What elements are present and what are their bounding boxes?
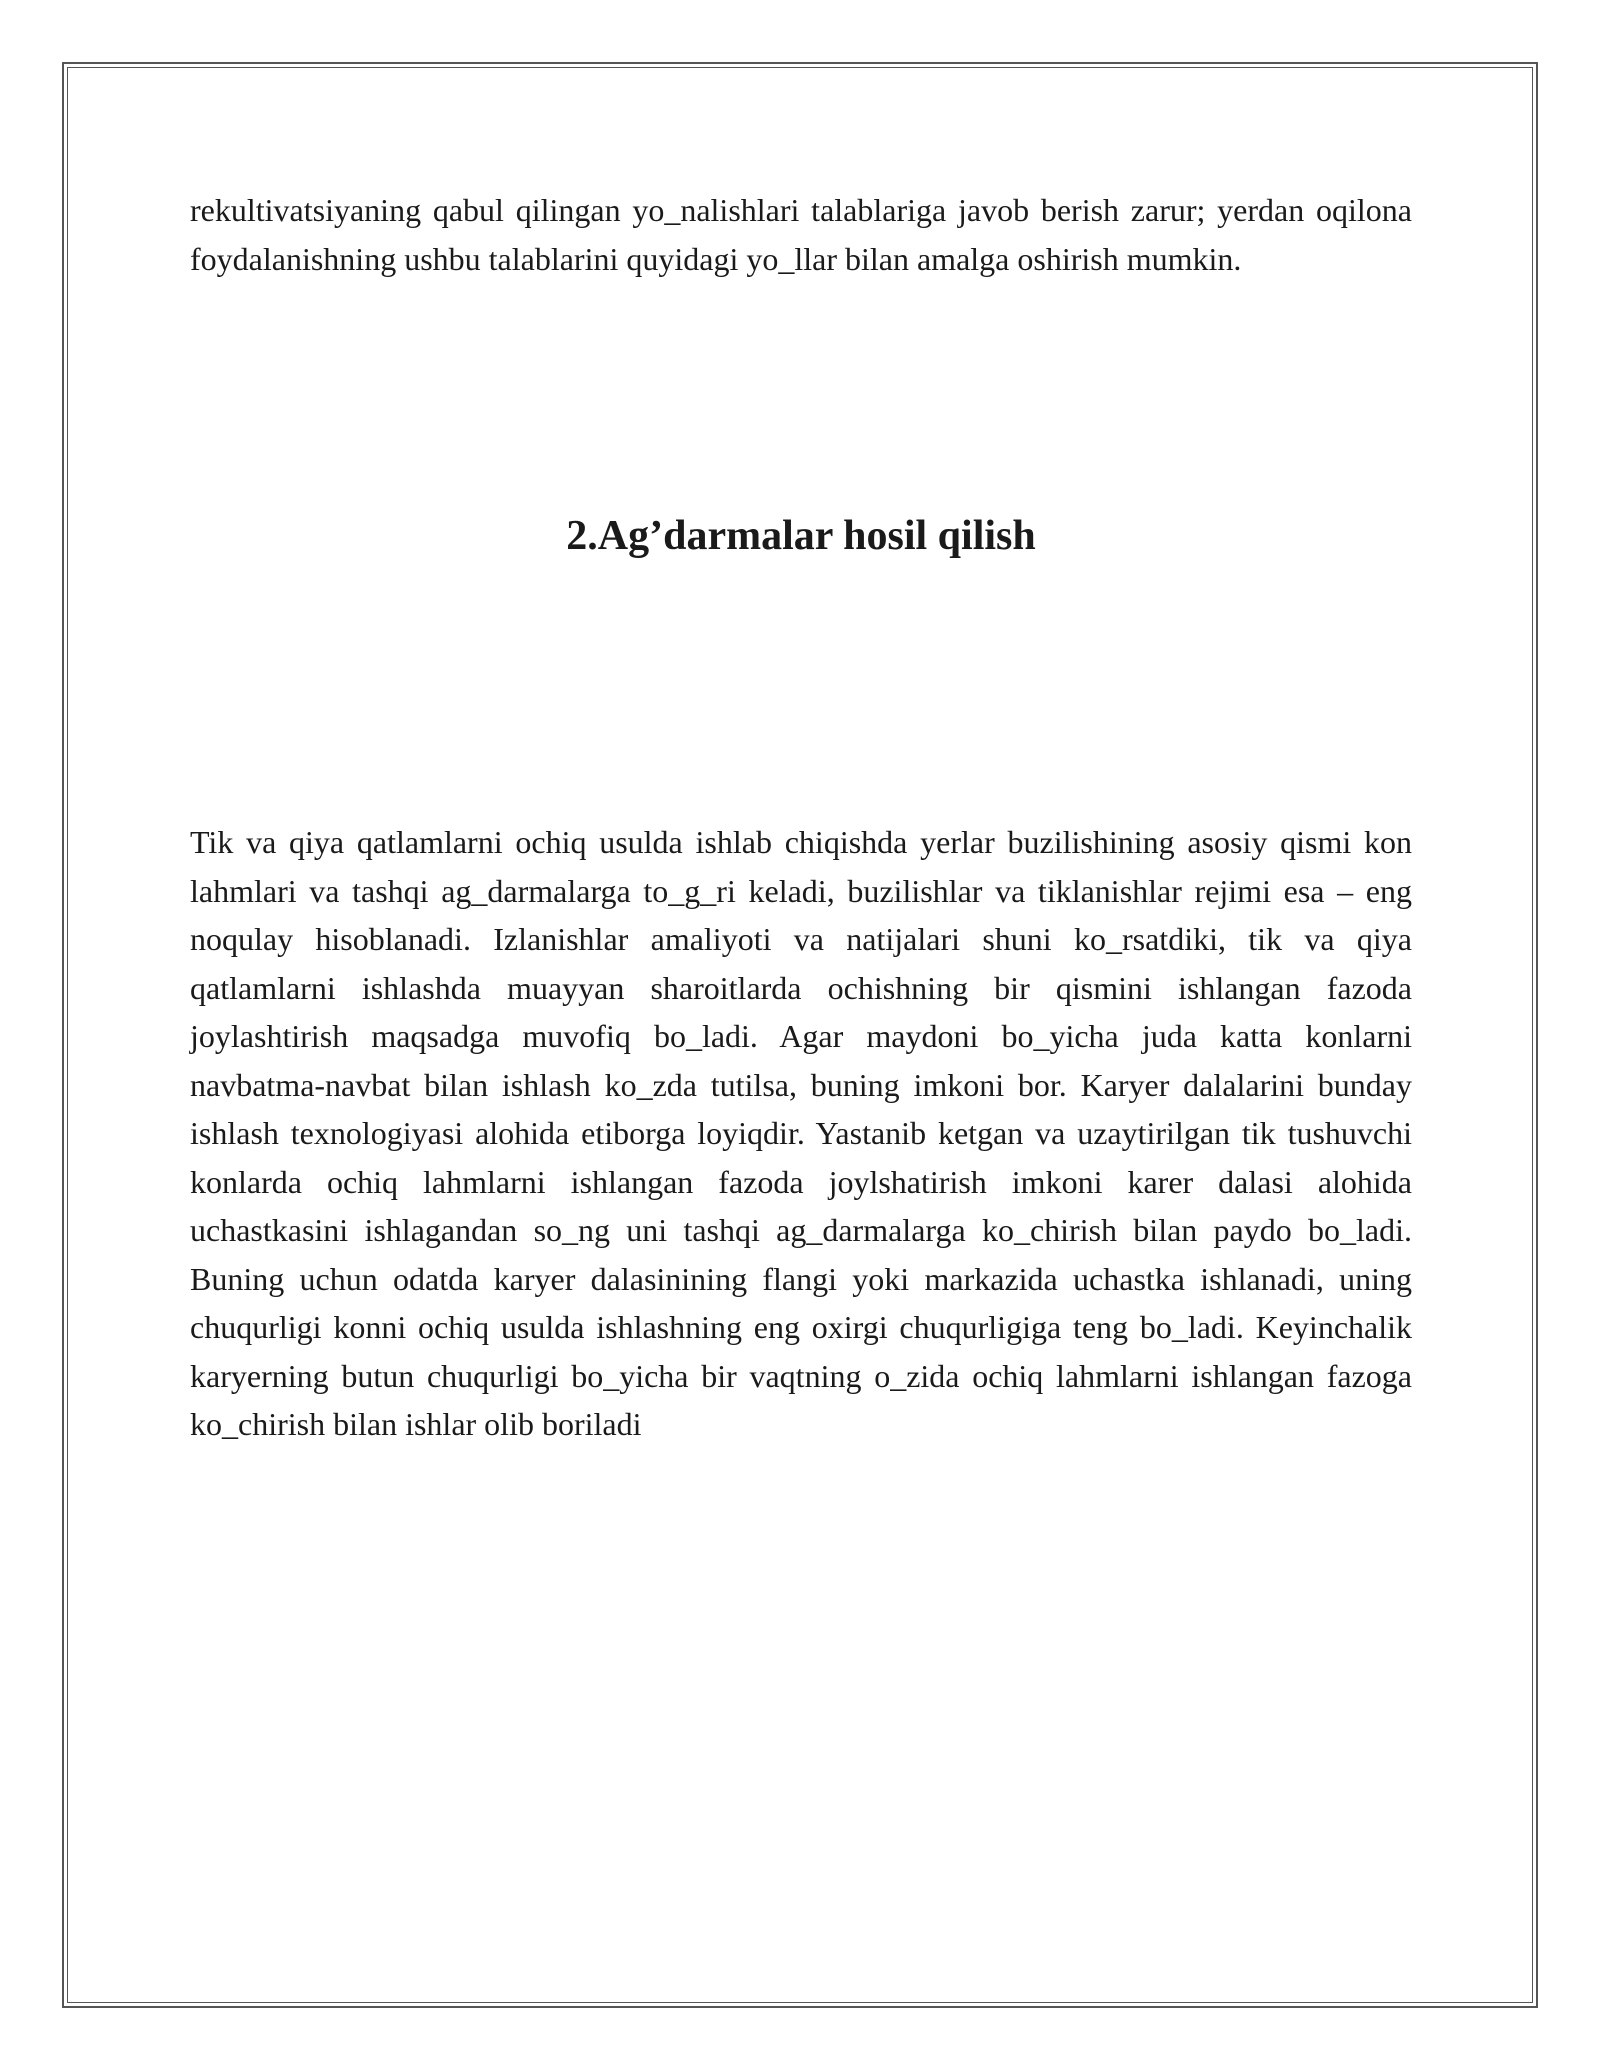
section-heading: 2.Ag’darmalar hosil qilish xyxy=(566,513,1036,559)
intro-paragraph: rekultivatsiyaning qabul qilingan yo_nalishlari talablariga javob berish zarur; yerdan oqilona foydalanishning ushbu talablarini quyidagi yo_llar bilan amalga oshirish mumkin. xyxy=(190,192,1412,277)
main-paragraph: Tik va qiya qatlamlarni ochiq usulda ishlab chiqishda yerlar buzilishining asosiy qismi kon lahmlari va tashqi ag_darmalarga to_g_ri keladi, buzilishlar va tiklanishlar rejimi esa – eng noqulay hisoblanadi. Izlanishlar amaliyoti va natijalari shuni ko_rsatdiki, tik va qiya qatlamlarni ishlashda muayyan sharoitlarda ochishning bir qismini ishlangan fazoda joylashtirish maqsadga muvofiq bo_ladi. Agar maydoni bo_yicha juda katta konlarni navbatma-navbat bilan ishlash ko_zda tutilsa, buning imkoni bor. Karyer dalalarini bunday ishlash texnologiyasi alohida etiborga loyiqdir. Yastanib ketgan va uzaytirilgan tik tushuvchi konlarda ochiq lahmlarni ishlangan fazoda joylshatirish imkoni karer dalasi alohida uchastkasini ishlagandan so_ng uni tashqi ag_darmalarga ko_chirish bilan paydo bo_ladi. Buning uchun odatda karyer dalasinining flangi yoki markazida uchastka ishlanadi, uning chuqurligi konni ochiq usulda ishlashning eng oxirgi chuqurligiga teng bo_ladi. Keyinchalik karyerning butun chuqurligi bo_yicha bir vaqtning o_zida ochiq lahmlarni ishlangan fazoga ko_chirish bilan ishlar olib boriladi xyxy=(190,824,1412,1442)
